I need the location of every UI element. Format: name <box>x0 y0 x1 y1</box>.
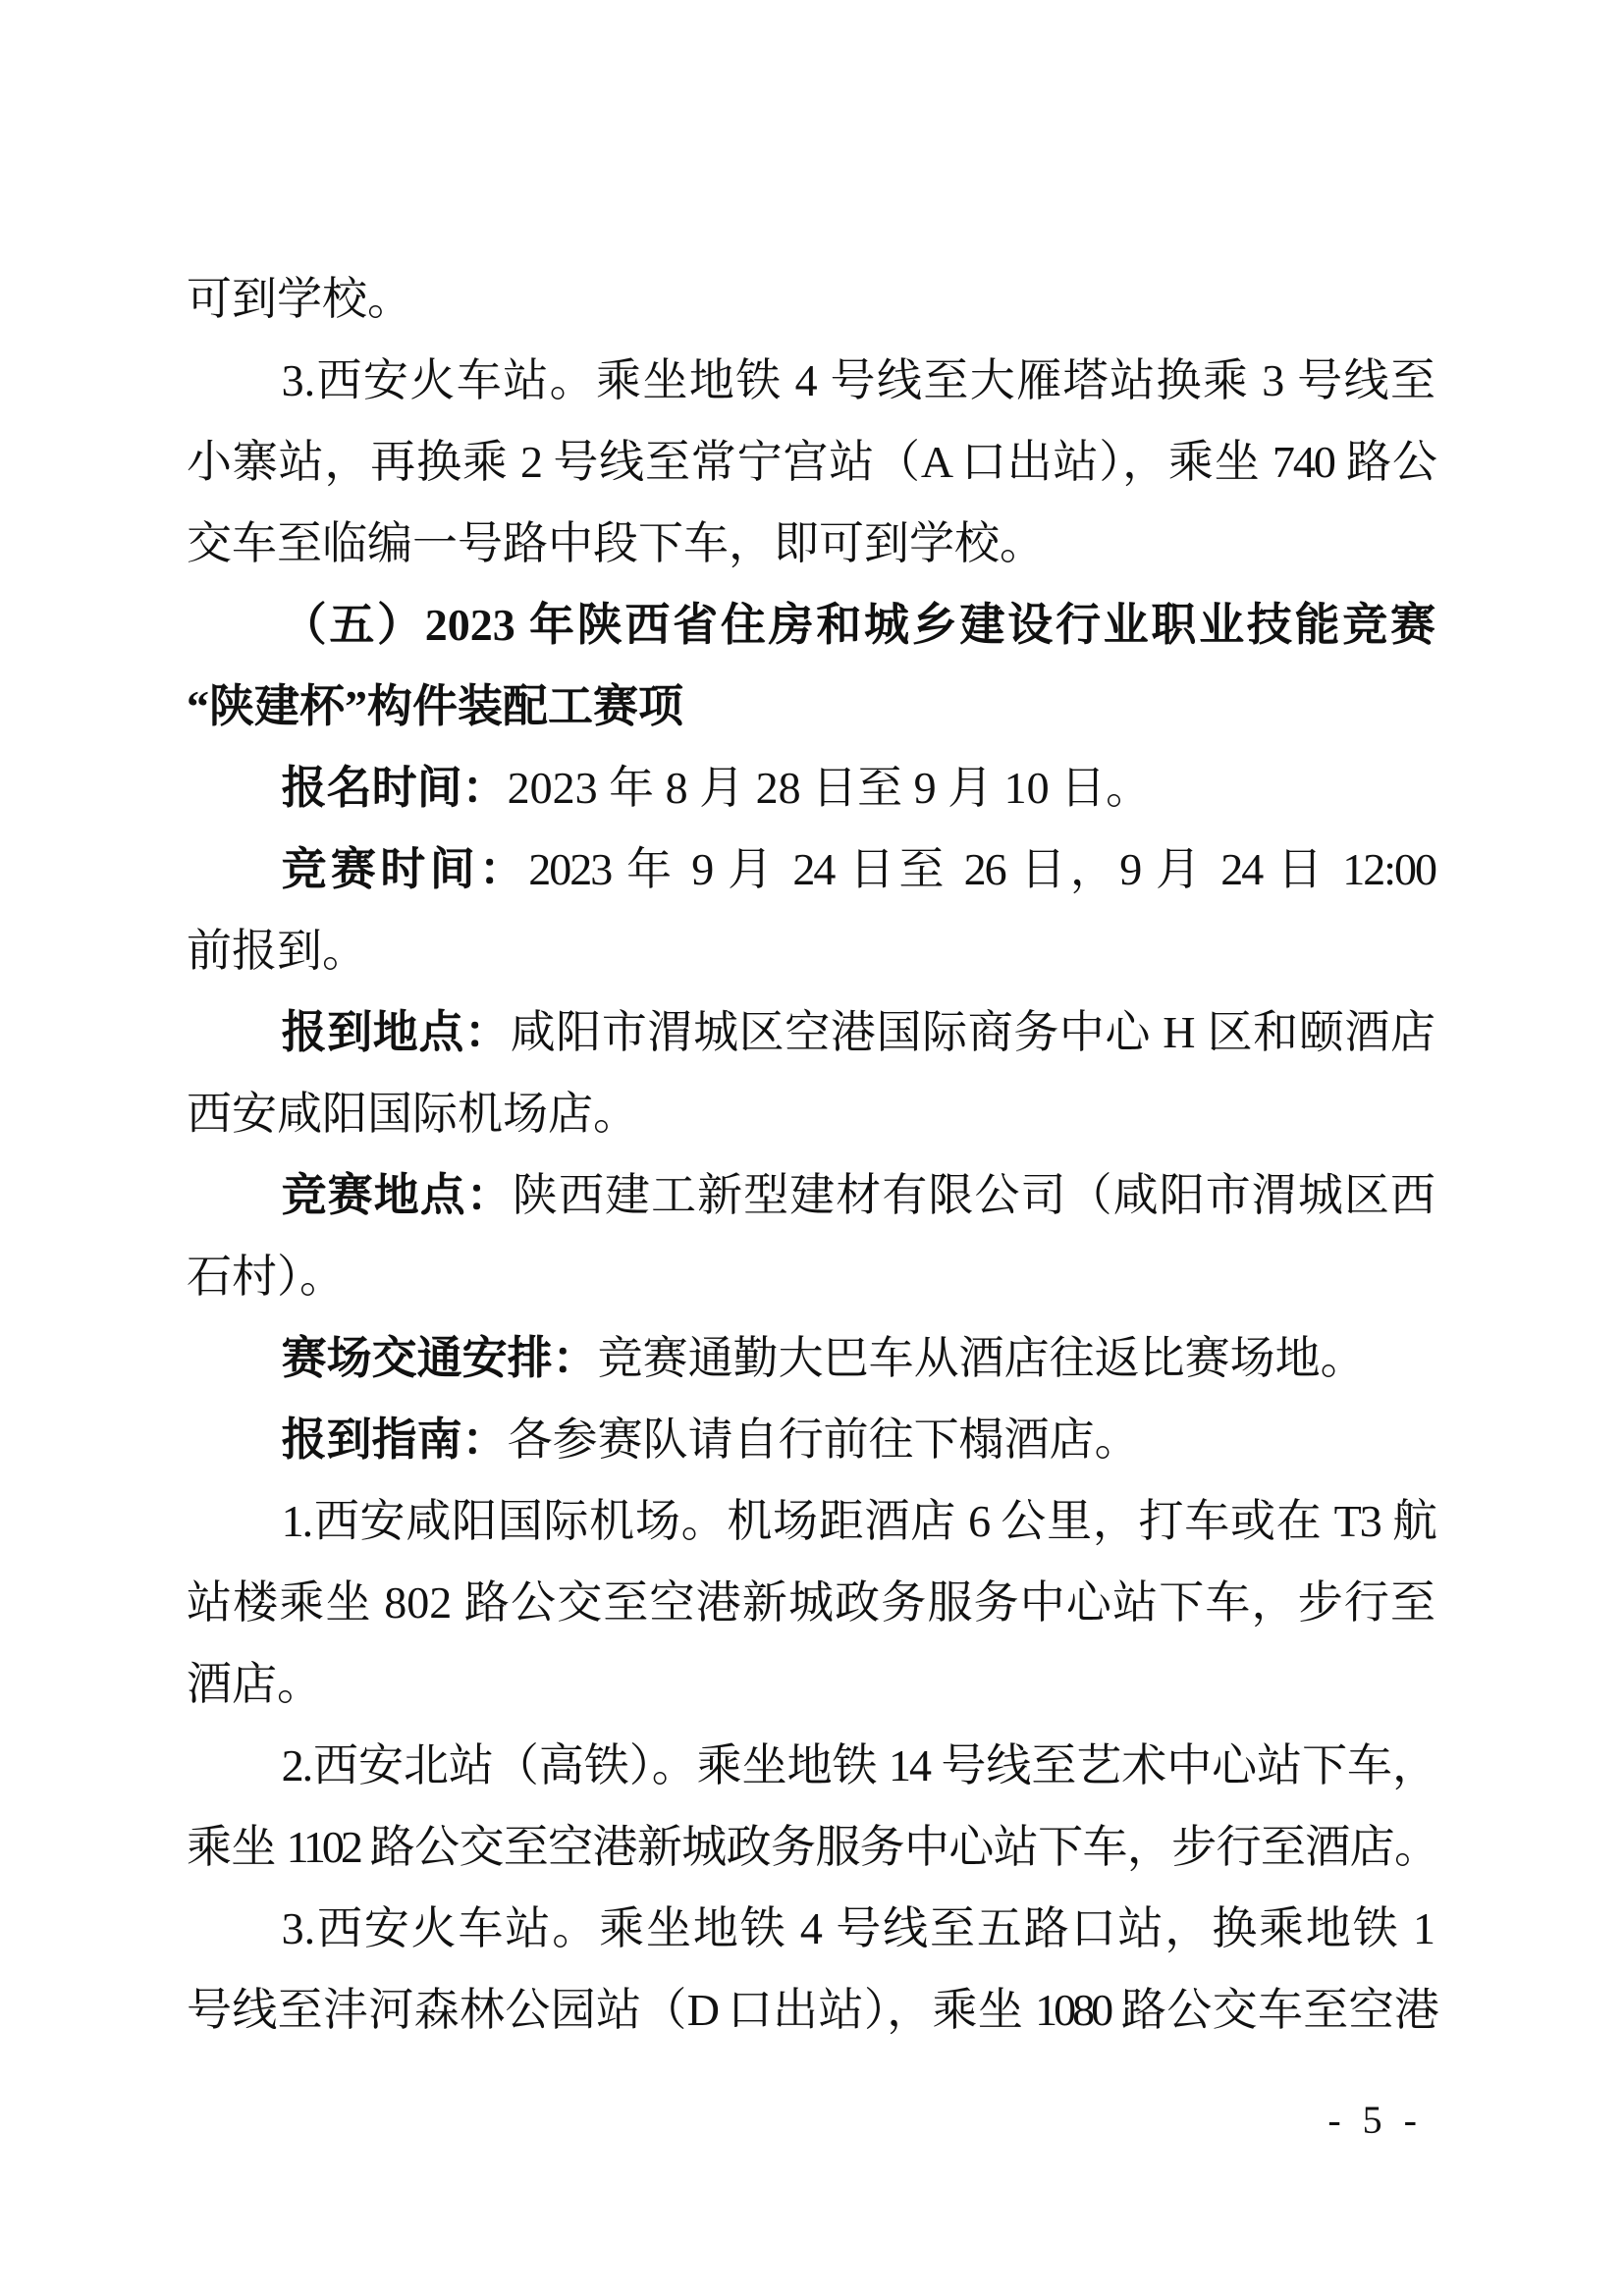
text-line <box>187 991 1435 1073</box>
body-text: 西安咸阳国际机场店。 <box>187 1089 638 1139</box>
document-body <box>187 258 1435 2051</box>
field-value: 咸阳市渭城区空港国际商务中心 H 区和颐酒店 <box>510 1007 1435 1057</box>
section-heading-line <box>187 584 1435 666</box>
field-value: 竞赛通勤大巴车从酒店往返比赛场地。 <box>597 1333 1366 1383</box>
text-line <box>187 258 1435 340</box>
body-text: 2.西安北站（高铁）。乘坐地铁 14 号线至艺术中心站下车， <box>281 1740 1435 1790</box>
field-label-checkin-place: 报到地点： <box>281 1007 511 1057</box>
section-heading-line <box>187 666 1435 747</box>
text-line <box>187 1725 1435 1806</box>
body-text: 可到学校。 <box>187 274 412 324</box>
text-line <box>187 1399 1435 1480</box>
field-label-venue-transport: 赛场交通安排： <box>281 1333 598 1383</box>
text-line <box>187 910 1435 991</box>
text-line <box>187 828 1435 910</box>
text-line <box>187 1806 1435 1888</box>
body-text: 交车至临编一号路中段下车，即可到学校。 <box>187 518 1045 568</box>
text-line <box>187 1888 1435 1969</box>
field-value: 2023 年 9 月 24 日至 26 日，9 月 24 日 12:00 <box>528 844 1436 894</box>
text-line <box>187 1562 1435 1643</box>
body-text: 乘坐 1102 路公交至空港新城政务服务中心站下车，步行至酒店。 <box>187 1822 1435 1872</box>
text-line <box>187 1073 1435 1154</box>
text-line <box>187 1643 1435 1725</box>
field-label-checkin-guide: 报到指南： <box>281 1415 508 1465</box>
field-value: 陕西建工新型建材有限公司（咸阳市渭城区西 <box>512 1170 1436 1220</box>
text-line <box>187 1317 1435 1399</box>
text-line <box>187 747 1435 828</box>
body-text: 石村）。 <box>187 1252 345 1302</box>
field-value: 各参赛队请自行前往下榻酒店。 <box>507 1415 1140 1465</box>
section-heading-text: “陕建杯”构件装配工赛项 <box>187 681 683 731</box>
text-line <box>187 1969 1435 2051</box>
field-label-registration-time: 报名时间： <box>281 763 508 813</box>
text-line <box>187 1236 1435 1317</box>
field-label-competition-time: 竞赛时间： <box>281 844 529 894</box>
body-text: 3.西安火车站。乘坐地铁 4 号线至大雁塔站换乘 3 号线至 <box>281 355 1435 405</box>
body-text: 酒店。 <box>187 1659 322 1709</box>
page-number: - 5 - <box>1327 2098 1423 2142</box>
body-text: 站楼乘坐 802 路公交至空港新城政务服务中心站下车，步行至 <box>187 1577 1435 1628</box>
field-label-competition-place: 竞赛地点： <box>281 1170 513 1220</box>
text-line <box>187 1480 1435 1562</box>
text-line <box>187 1154 1435 1236</box>
body-text: 1.西安咸阳国际机场。机场距酒店 6 公里，打车或在 T3 航 <box>281 1496 1435 1546</box>
body-text: 小寨站，再换乘 2 号线至常宁宫站（A 口出站），乘坐 740 路公 <box>187 437 1435 487</box>
section-heading-text: （五）2023 年陕西省住房和城乡建设行业职业技能竞赛 <box>281 600 1435 650</box>
body-text: 号线至沣河森林公园站（D 口出站），乘坐 1080 路公交车至空港 <box>187 1985 1435 2035</box>
text-line <box>187 421 1435 503</box>
field-value: 2023 年 8 月 28 日至 9 月 10 日。 <box>507 763 1152 813</box>
text-line <box>187 503 1435 584</box>
body-text: 前报到。 <box>187 926 367 976</box>
text-line <box>187 340 1435 421</box>
body-text: 3.西安火车站。乘坐地铁 4 号线至五路口站，换乘地铁 1 <box>281 1903 1435 1953</box>
